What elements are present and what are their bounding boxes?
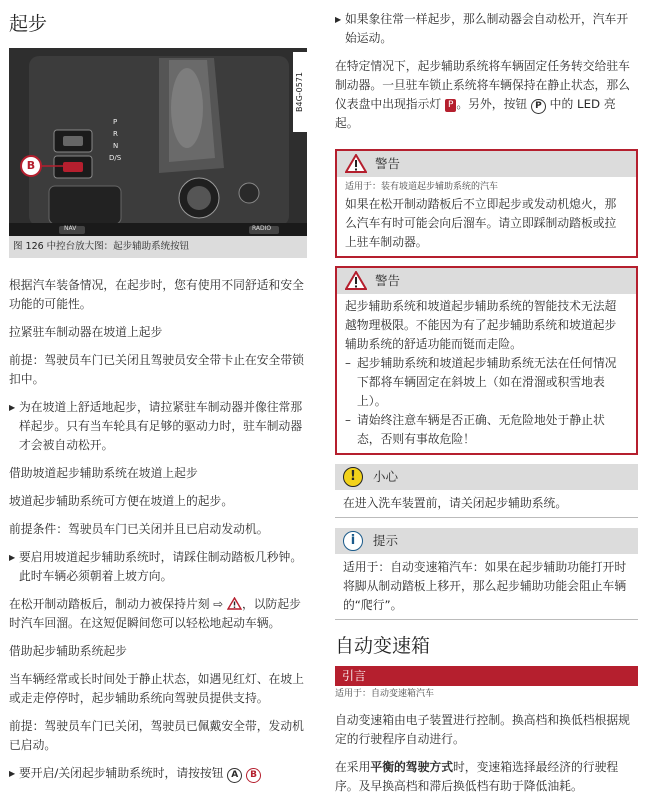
gear-letter-n: N bbox=[113, 142, 119, 150]
subheading-parking-brake-start: 拉紧驻车制动器在坡道上起步 bbox=[9, 325, 163, 339]
caution-title: 小心 bbox=[373, 469, 399, 484]
button-label-nav: NAV bbox=[64, 225, 77, 232]
console-figure bbox=[9, 48, 307, 236]
caution-header bbox=[335, 464, 638, 490]
warning-list-item: – 起步辅助系统和坡道起步辅助系统无法在任何情况下都将车辆固定在斜坡上（如在滑溜或积雪地表上）。 bbox=[345, 356, 617, 408]
start-assist-paragraph: 当车辆经常或长时间处于静止状态，如遇见红灯、在坡上或走走停停时，起步辅助系统向驾驶员提供支持。 bbox=[9, 672, 304, 705]
gear-letter-r: R bbox=[113, 130, 118, 138]
bullet-triangle-icon: ▶ bbox=[9, 553, 16, 562]
warning-text: 起步辅助系统和坡道起步辅助系统的智能技术无法超越物理极限。不能因为有了起步辅助系统和坡道起步辅助系统的舒适功能而铤而走险。 bbox=[345, 299, 617, 351]
bullet-auto-release: ▶ 如果象往常一样起步，那么制动器会自动松开，汽车开始运动。 bbox=[335, 12, 629, 45]
bullet-triangle-icon: ▶ bbox=[335, 15, 342, 24]
warning-body bbox=[337, 294, 636, 453]
caution-box bbox=[335, 464, 638, 518]
tip-text: 适用于：自动变速箱汽车：如果在起步辅助功能打开时将脚从制动踏板上移开，那么起步辅助功能会阻止车辆的“爬行”。 bbox=[335, 554, 638, 620]
warning-box-physical-limits bbox=[335, 266, 638, 455]
caution-icon: ! bbox=[343, 467, 363, 487]
gear-letter-p: P bbox=[113, 118, 118, 126]
prerequisite-2: 前提条件：驾驶员车门已关闭并且已启动发动机。 bbox=[9, 522, 269, 536]
bullet-hill-assist: ▶ 要启用坡道起步辅助系统时，请踩住制动踏板几秒钟。此时车辆必须朝着上坡方向。 bbox=[9, 550, 303, 583]
caution-text: 在进入洗车装置前，请关闭起步辅助系统。 bbox=[335, 490, 638, 518]
warning-icon bbox=[345, 271, 367, 290]
right-column bbox=[335, 10, 638, 796]
prerequisite-1: 前提：驾驶员车门已关闭且驾驶员安全带卡止在安全带锁扣中。 bbox=[9, 353, 304, 386]
warning-header bbox=[337, 268, 636, 294]
bullet-triangle-icon: ▶ bbox=[9, 403, 16, 412]
automatic-paragraph-1: 自动变速箱由电子装置进行控制。换高档和换低档根据规定的行驶程序自动进行。 bbox=[335, 713, 630, 746]
warning-header bbox=[337, 151, 636, 177]
auto-hold-button-icon: A bbox=[227, 768, 242, 783]
info-icon: i bbox=[343, 531, 363, 551]
warning-icon bbox=[345, 154, 367, 173]
tip-header bbox=[335, 528, 638, 554]
gear-letter-ds: D/S bbox=[109, 154, 122, 162]
warning-list-item: – 请始终注意车辆是否正确、无危险地处于静止状态，否则有事故危险！ bbox=[345, 413, 605, 446]
bullet-start-assist-toggle: ▶ 要开启/关闭起步辅助系统时，请按按钮 A B bbox=[9, 764, 307, 783]
console-illustration bbox=[9, 48, 307, 236]
figure-code: B4G-0571 bbox=[293, 52, 307, 132]
warning-box-hill-assist bbox=[335, 149, 638, 258]
warning-applies-to: 适用于：装有坡道起步辅助系统的汽车 bbox=[345, 182, 499, 192]
prerequisite-3: 前提：驾驶员车门已关闭，驾驶员已佩戴安全带，发动机已启动。 bbox=[9, 719, 304, 752]
tip-title: 提示 bbox=[373, 533, 399, 548]
warning-title: 警告 bbox=[375, 273, 401, 288]
hill-assist-paragraph: 坡道起步辅助系统可方便在坡道上的起步。 bbox=[9, 494, 234, 508]
intro-paragraph: 根据汽车装备情况，在起步时，您有使用不同舒适和安全功能的可能性。 bbox=[9, 278, 304, 311]
parking-indicator-lamp-icon: P bbox=[445, 99, 456, 112]
warning-triangle-icon[interactable] bbox=[227, 597, 242, 610]
subheading-start-assist: 借助起步辅助系统起步 bbox=[9, 644, 127, 658]
subheading-hill-start: 借助坡道起步辅助系统在坡道上起步 bbox=[9, 466, 198, 480]
figure-caption: 图 126 中控台放大图：起步辅助系统按钮 bbox=[9, 236, 307, 258]
button-label-radio: RADIO bbox=[252, 225, 272, 232]
intro-bar: 引言 bbox=[335, 666, 638, 686]
automatic-paragraph-2: 在采用平衡的驾驶方式时，变速箱选择最经济的行驶程序。及早换高档和滞后换低档有助于降低油耗。 bbox=[335, 760, 619, 793]
parking-handover-paragraph: 在特定情况下，起步辅助系统将车辆固定任务转交给驻车制动器。一旦驻车锁止系统将车辆保持在静止状态，那么仪表盘中出现指示灯 P 。另外，按钮 P 中的 LED 亮起。 bbox=[335, 59, 630, 130]
applies-to-automatic: 适用于：自动变速箱汽车 bbox=[335, 689, 435, 699]
section-heading-start: 起步 bbox=[9, 13, 48, 35]
callout-b-reference[interactable]: B bbox=[246, 768, 261, 783]
left-column bbox=[9, 0, 307, 783]
parking-brake-button-icon: P bbox=[531, 99, 546, 114]
hill-assist-tail: 在松开制动踏板后，制动力被保持片刻 ⇨ ，以防起步时汽车回溜。在这短促瞬间您可以轻松地起动车辆。 bbox=[9, 597, 301, 630]
bullet-triangle-icon: ▶ bbox=[9, 769, 16, 778]
callout-b-letter: B bbox=[26, 159, 36, 172]
tip-box bbox=[335, 528, 638, 620]
section-heading-automatic: 自动变速箱 bbox=[335, 635, 431, 657]
warning-body bbox=[337, 177, 636, 256]
warning-text: 如果在松开制动踏板后不立即起步或发动机熄火，那么汽车有时可能会向后溜车。请立即踩制动踏板或拉上驻车制动器。 bbox=[345, 197, 617, 249]
warning-title: 警告 bbox=[375, 156, 401, 171]
bullet-parking-brake: ▶ 为在坡道上舒适地起步，请拉紧驻车制动器并像往常那样起步。只有当车轮具有足够的驱动力时，驻车制动器才会被自动松开。 bbox=[9, 400, 303, 452]
